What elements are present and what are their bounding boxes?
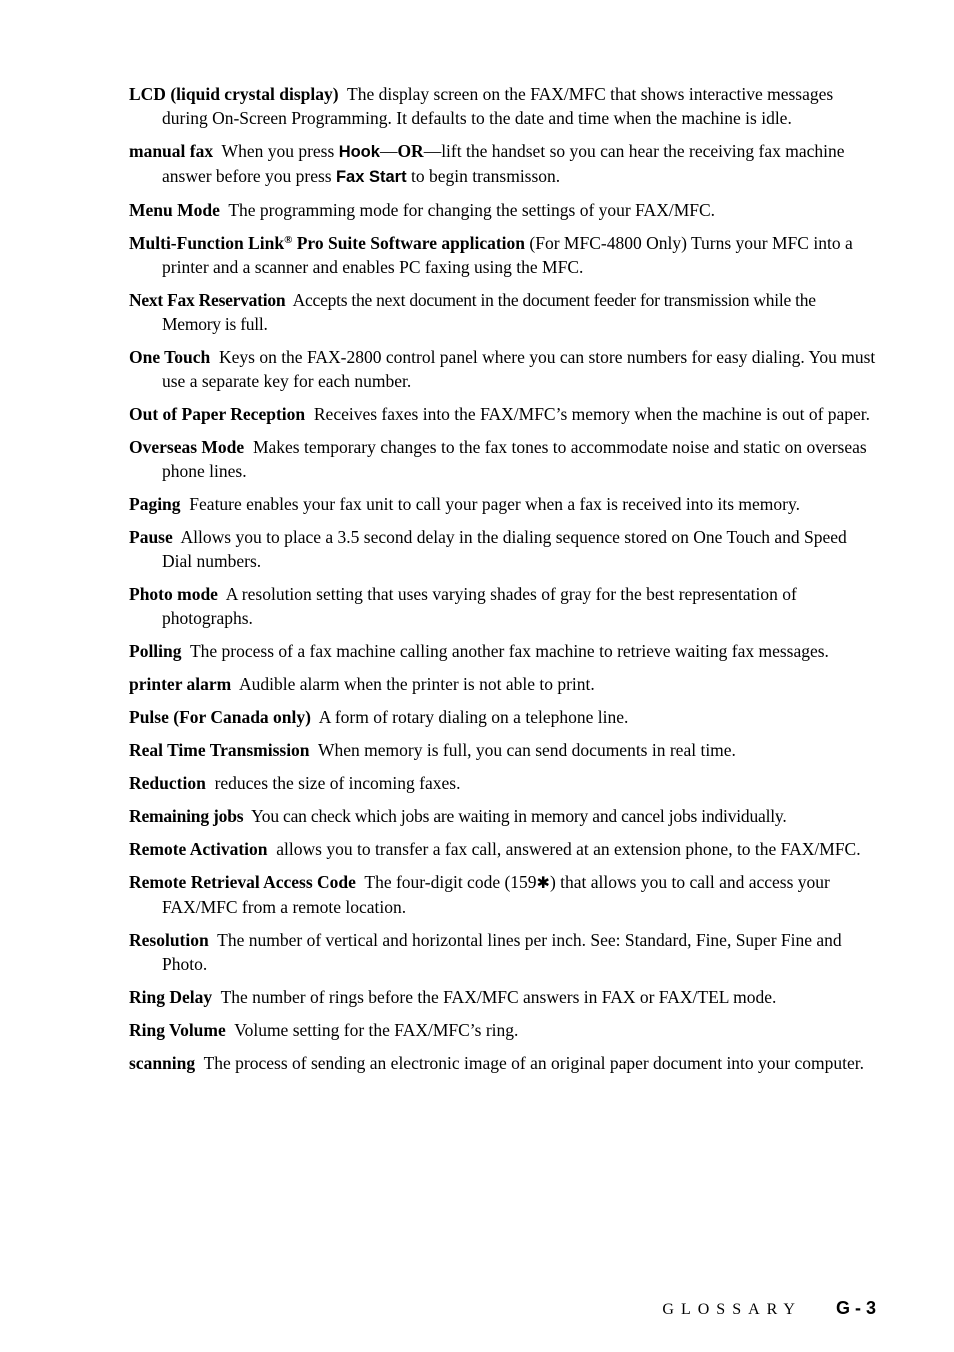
glossary-definition: Receives faxes into the FAX/MFC’s memory when the machine is out of paper. xyxy=(313,404,871,424)
glossary-entry-scanning xyxy=(129,1051,877,1075)
star-key-icon: ✱ xyxy=(536,873,550,892)
glossary-definition: The process of sending an electronic image of an original paper document into your computer. xyxy=(203,1053,864,1073)
glossary-entry-menu-mode xyxy=(129,198,877,222)
glossary-entry-manual-fax xyxy=(129,139,877,189)
glossary-term: Photo mode xyxy=(129,584,218,604)
glossary-term-part: Pro Suite Software application xyxy=(292,233,526,253)
glossary-entry-remote-activation xyxy=(129,837,877,861)
glossary-definition-part: — xyxy=(379,141,398,161)
glossary-entry-pause xyxy=(129,525,877,573)
glossary-entry-reduction xyxy=(129,771,877,795)
glossary-definition-part: When you press xyxy=(221,141,339,161)
glossary-list xyxy=(129,82,877,1084)
glossary-term: Ring Volume xyxy=(129,1020,226,1040)
glossary-term xyxy=(129,233,525,253)
page-footer xyxy=(662,1298,876,1319)
hook-key-label: Hook xyxy=(338,143,380,161)
glossary-definition: (For MFC-4800 Only) Turns your MFC into a printer and a scanner and enables PC faxing using the MFC. xyxy=(162,233,853,277)
glossary-entry-lcd xyxy=(129,82,877,130)
glossary-term: Ring Delay xyxy=(129,987,213,1007)
glossary-entry-polling xyxy=(129,639,877,663)
glossary-definition: The programming mode for changing the settings of your FAX/MFC. xyxy=(228,200,716,220)
glossary-term: Resolution xyxy=(129,930,209,950)
glossary-definition: Volume setting for the FAX/MFC’s ring. xyxy=(234,1020,519,1040)
glossary-term: Paging xyxy=(129,494,181,514)
glossary-definition: The process of a fax machine calling another fax machine to retrieve waiting fax messages. xyxy=(189,641,829,661)
glossary-term: Pause xyxy=(129,527,173,547)
glossary-definition: Accepts the next document in the document feeder for transmission while the Memory is full. xyxy=(162,290,816,334)
glossary-definition: The number of rings before the FAX/MFC answers in FAX or FAX/TEL mode. xyxy=(220,987,777,1007)
glossary-entry-ring-volume xyxy=(129,1018,877,1042)
glossary-definition: Keys on the FAX-2800 control panel where you can store numbers for easy dialing. You must use a separate key for each number. xyxy=(162,347,876,391)
glossary-definition: Allows you to place a 3.5 second delay in the dialing sequence stored on One Touch and Speed Dial numbers. xyxy=(162,527,847,571)
glossary-entry-remote-retrieval-access-code xyxy=(129,870,877,919)
glossary-entry-paging xyxy=(129,492,877,516)
or-label: OR xyxy=(397,141,424,161)
glossary-term: Remote Retrieval Access Code xyxy=(129,872,356,892)
glossary-entry-photo-mode xyxy=(129,582,877,630)
page-number: G - 3 xyxy=(835,1298,876,1318)
glossary-definition: The display screen on the FAX/MFC that shows interactive messages during On-Screen Programming. It defaults to the date and time when the machine is idle. xyxy=(162,84,834,128)
glossary-term: Remote Activation xyxy=(129,839,268,859)
glossary-term: One Touch xyxy=(129,347,211,367)
section-label: GLOSSARY xyxy=(662,1301,802,1318)
glossary-entry-printer-alarm xyxy=(129,672,877,696)
glossary-term: Next Fax Reservation xyxy=(129,290,286,310)
glossary-term: Remaining jobs xyxy=(129,806,244,826)
glossary-term: Polling xyxy=(129,641,182,661)
glossary-definition-part: to begin transmisson. xyxy=(406,166,561,186)
glossary-definition: reduces the size of incoming faxes. xyxy=(214,773,461,793)
registered-mark: ® xyxy=(284,234,293,246)
glossary-term-part: Multi-Function Link xyxy=(129,233,285,253)
glossary-term: Overseas Mode xyxy=(129,437,245,457)
glossary-term: LCD (liquid crystal display) xyxy=(129,84,339,104)
glossary-entry-overseas-mode xyxy=(129,435,877,483)
glossary-entry-real-time-transmission xyxy=(129,738,877,762)
glossary-entry-out-of-paper-reception xyxy=(129,402,877,426)
glossary-term: Real Time Transmission xyxy=(129,740,310,760)
glossary-term: manual fax xyxy=(129,141,214,161)
glossary-entry-ring-delay xyxy=(129,985,877,1009)
glossary-entry-remaining-jobs xyxy=(129,804,877,828)
glossary-entry-next-fax-reservation xyxy=(129,288,877,336)
glossary-entry-resolution xyxy=(129,928,877,976)
glossary-definition-part: ) that allows you to call and access your FAX/MFC from a remote location. xyxy=(162,872,830,917)
glossary-entry-pulse xyxy=(129,705,877,729)
glossary-definition-part: The four-digit code (159 xyxy=(364,872,537,892)
glossary-term: Pulse (For Canada only) xyxy=(129,707,311,727)
glossary-definition: A resolution setting that uses varying shades of gray for the best representation of photographs. xyxy=(162,584,797,628)
glossary-definition-part: —lift the handset so you can hear the receiving fax machine answer before you press xyxy=(162,141,845,186)
glossary-term: scanning xyxy=(129,1053,196,1073)
glossary-definition: Audible alarm when the printer is not able to print. xyxy=(239,674,595,694)
fax-start-key-label: Fax Start xyxy=(335,168,407,186)
glossary-term: Out of Paper Reception xyxy=(129,404,306,424)
glossary-definition: Makes temporary changes to the fax tones to accommodate noise and static on overseas phone lines. xyxy=(162,437,867,481)
glossary-term: Menu Mode xyxy=(129,200,220,220)
glossary-definition: You can check which jobs are waiting in memory and cancel jobs individually. xyxy=(251,806,787,826)
glossary-definition: A form of rotary dialing on a telephone line. xyxy=(318,707,629,727)
glossary-definition: Feature enables your fax unit to call your pager when a fax is received into its memory. xyxy=(189,494,800,514)
glossary-term: printer alarm xyxy=(129,674,232,694)
glossary-entry-multi-function-link xyxy=(129,231,877,279)
glossary-definition: When memory is full, you can send documents in real time. xyxy=(317,740,736,760)
glossary-definition: allows you to transfer a fax call, answered at an extension phone, to the FAX/MFC. xyxy=(276,839,861,859)
glossary-term: Reduction xyxy=(129,773,206,793)
glossary-entry-one-touch xyxy=(129,345,877,393)
glossary-definition: The number of vertical and horizontal lines per inch. See: Standard, Fine, Super Fine and Photo. xyxy=(162,930,842,974)
